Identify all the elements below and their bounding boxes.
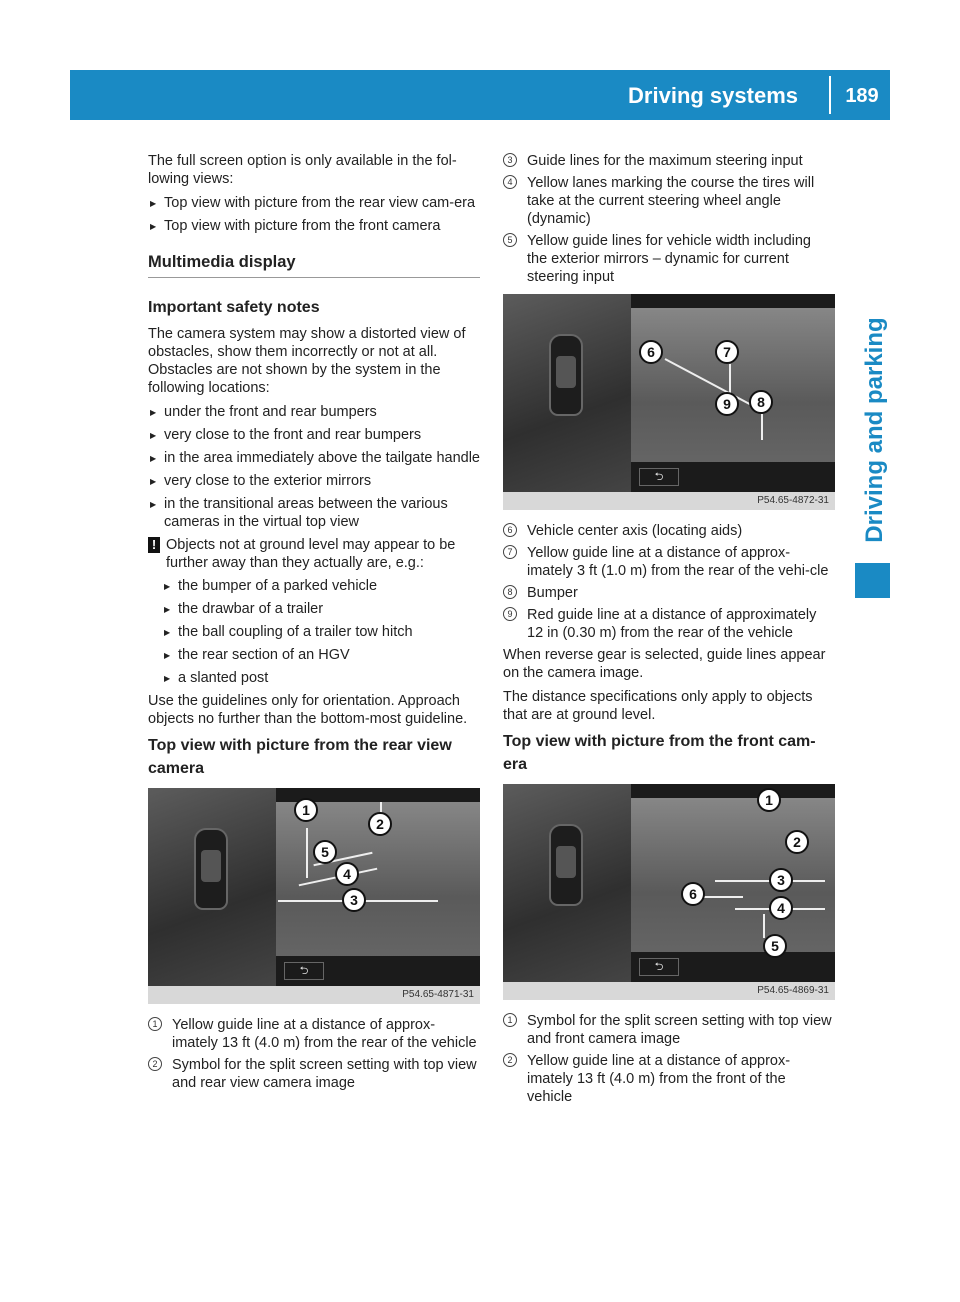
front-view-heading: Top view with picture from the front cam-era: [503, 733, 816, 773]
rear-camera-detail-image: [503, 294, 835, 492]
legend-number: 7: [503, 545, 517, 559]
figure-marker: 6: [639, 340, 663, 364]
legend-text: Yellow guide line at a distance of approx-imately 13 ft (4.0 m) from the front of the vehicle: [527, 1053, 791, 1105]
legend-text: Bumper: [527, 585, 578, 601]
figure-marker: 7: [715, 340, 739, 364]
intro-text: The full screen option is only available in the fol-lowing views:: [148, 153, 457, 187]
legend-item: [503, 174, 833, 228]
left-column: [148, 152, 480, 1096]
figure-marker: 4: [335, 862, 359, 886]
legend-item: [503, 522, 833, 540]
vehicle-top-view: [549, 334, 583, 416]
list-item: ▶ very close to the exterior mirrors: [148, 472, 480, 490]
list-item: ▶ very close to the front and rear bumpers: [148, 426, 480, 444]
legend-number: 2: [503, 1053, 517, 1067]
legend-text: Red guide line at a distance of approximately 12 in (0.30 m) from the rear of the vehicle: [527, 607, 817, 641]
figure-marker: 5: [763, 934, 787, 958]
list-item: ▶ Top view with picture from the rear view cam-era: [148, 194, 480, 212]
legend-item: [148, 1056, 480, 1092]
legend-text: Symbol for the split screen setting with top view and rear view camera image: [172, 1057, 477, 1091]
legend-text: Symbol for the split screen setting with top view and front camera image: [527, 1013, 832, 1047]
warning-note: [148, 536, 480, 572]
legend-item: [148, 1016, 480, 1052]
back-button-icon: ⮌: [639, 958, 679, 976]
page-number: 189: [845, 85, 879, 107]
list-item: ▶ in the transitional areas between the various cameras in the virtual top view: [148, 495, 480, 531]
legend-number: 4: [503, 175, 517, 189]
figure-marker: 6: [681, 882, 705, 906]
legend-number: 1: [148, 1017, 162, 1031]
legend-number: 1: [503, 1013, 517, 1027]
legend-item: [503, 152, 833, 170]
legend-number: 3: [503, 153, 517, 167]
rear-view-heading: Top view with picture from the rear view camera: [148, 737, 452, 777]
legend-number: 9: [503, 607, 517, 621]
legend-item: [503, 606, 833, 642]
list-item: ▶ the rear section of an HGV: [162, 646, 480, 664]
safety-text: The camera system may show a distorted view of obstacles, show them incorrectly or not at all. Obstacles are not shown by the system in the following locations:: [148, 326, 466, 396]
figure-marker: 1: [757, 788, 781, 812]
warning-icon: !: [148, 537, 160, 553]
header-bar: [70, 70, 890, 120]
legend-item: [503, 1052, 833, 1106]
legend-number: 6: [503, 523, 517, 537]
figure-marker: 4: [769, 896, 793, 920]
legend-number: 8: [503, 585, 517, 599]
figure-marker: 8: [749, 390, 773, 414]
legend-text: Guide lines for the maximum steering input: [527, 153, 803, 169]
front-camera-figure: [503, 784, 835, 1000]
list-item: ▶ in the area immediately above the tailgate handle: [148, 449, 480, 467]
figure-marker: 2: [368, 812, 392, 836]
side-tab: [860, 300, 890, 560]
list-item: ▶ under the front and rear bumpers: [148, 403, 480, 421]
list-item: ▶ the drawbar of a trailer: [162, 600, 480, 618]
front-camera-image: [503, 784, 835, 982]
legend-text: Yellow guide line at a distance of approx-imately 3 ft (1.0 m) from the rear of the vehi-cle: [527, 545, 829, 579]
legend-text: Yellow guide lines for vehicle width including the exterior mirrors – dynamic for current steering input: [527, 233, 811, 285]
reverse-text: When reverse gear is selected, guide lines appear on the camera image.: [503, 647, 826, 681]
rear-camera-image: [148, 788, 480, 986]
figure-marker: 5: [313, 840, 337, 864]
section-title: Multimedia display: [148, 253, 480, 278]
list-item: ▶ the ball coupling of a trailer tow hitch: [162, 623, 480, 641]
figure-caption: P54.65-4871-31: [148, 986, 480, 1004]
legend-item: [503, 232, 833, 286]
legend-text: Yellow guide line at a distance of approx-imately 13 ft (4.0 m) from the rear of the vehicle: [172, 1017, 477, 1051]
safety-heading: Important safety notes: [148, 299, 320, 316]
legend-item: [503, 544, 833, 580]
back-button-icon: ⮌: [284, 962, 324, 980]
distance-text: The distance specifications only apply to objects that are at ground level.: [503, 689, 813, 723]
side-tab-marker: [855, 563, 890, 598]
vehicle-top-view: [549, 824, 583, 906]
legend-item: [503, 1012, 833, 1048]
rear-camera-figure: [148, 788, 480, 1004]
figure-marker: 2: [785, 830, 809, 854]
legend-number: 5: [503, 233, 517, 247]
list-item: ▶ a slanted post: [162, 669, 480, 687]
figure-marker: 3: [342, 888, 366, 912]
legend-number: 2: [148, 1057, 162, 1071]
warning-text: Objects not at ground level may appear to be further away than they actually are, e.g.:: [166, 537, 456, 571]
header-title: Driving systems: [628, 83, 798, 108]
list-item: ▶ Top view with picture from the front camera: [148, 217, 480, 235]
legend-item: [503, 584, 833, 602]
side-tab-label: Driving and parking: [861, 317, 888, 543]
figure-marker: 3: [769, 868, 793, 892]
legend-text: Vehicle center axis (locating aids): [527, 523, 743, 539]
figure-caption: P54.65-4872-31: [503, 492, 835, 510]
figure-caption: P54.65-4869-31: [503, 982, 835, 1000]
header-divider: [829, 76, 831, 114]
figure-marker: 1: [294, 798, 318, 822]
figure-marker: 9: [715, 392, 739, 416]
guideline-text: Use the guidelines only for orientation. Approach objects no further than the bottom-most guideline.: [148, 693, 468, 727]
rear-camera-detail-figure: [503, 294, 835, 510]
legend-text: Yellow lanes marking the course the tires will take at the current steering wheel angle (dynamic): [527, 175, 815, 227]
list-item: ▶ the bumper of a parked vehicle: [162, 577, 480, 595]
back-button-icon: ⮌: [639, 468, 679, 486]
vehicle-top-view: [194, 828, 228, 910]
right-column: [503, 152, 833, 1110]
